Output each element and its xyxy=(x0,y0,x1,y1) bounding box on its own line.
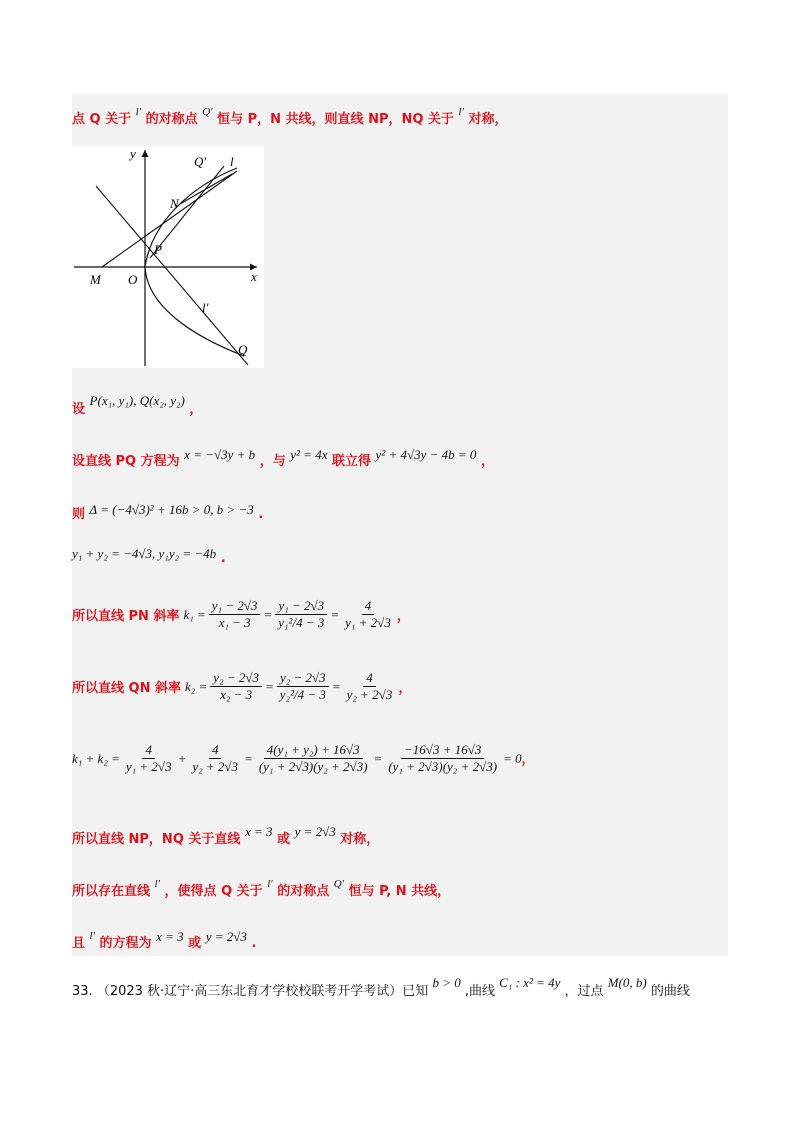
label-x: x xyxy=(251,269,257,284)
slope-pn-line: 所以直线 PN 斜率 k₁ = $\frac{\text{y₁ − 2√3}}{\text{x₁ − 3}}$ = $\frac{\text{y₁ − 2√3}}{\text{y₁²/4 − 3}}$ = $\frac{4}{\text{y₁ + 2√3}}$ ， xyxy=(72,598,410,630)
symmetry-line: 所以直线 NP，NQ 关于直线 x = 3 或 y = 2√3 对称， xyxy=(72,824,380,847)
fraction: $\frac{-16√3 + 16√3}{\text{(y₁ + 2√3)(y₂ + 2√3)}}$ xyxy=(388,742,498,774)
label-o: O xyxy=(128,272,138,287)
line-l xyxy=(180,174,232,204)
delta-line: 则 Δ = (−4√3)² + 16b > 0, b > −3 . xyxy=(72,502,264,522)
fraction: $\frac{\text{4(y₁ + y₂) + 16√3}}{\text{(y₁ + 2√3)(y₂ + 2√3)}}$ xyxy=(258,742,368,774)
label-l-prime: l′ xyxy=(202,300,209,315)
label-m: M xyxy=(90,272,101,287)
vieta-line: y₁ + y₂ = −4√3, y₁y₂ = −4b . xyxy=(72,546,226,566)
label-q: Q xyxy=(238,342,248,357)
label-q-prime: Q′ xyxy=(194,154,207,169)
fraction: $\frac{\text{y₁ − 2√3}}{\text{y₁²/4 − 3}}$ xyxy=(275,598,327,631)
slope-sum-line: k₁ + k₂ = $\frac{4}{\text{y₁ + 2√3}}$ + $\frac{4}{\text{y₂ + 2√3}}$ = $\frac{\text{4(y₁ + y₂) + 16√3}}{\text{(y₁ + 2√3)(y₂ + 2√3)}}$ = $\frac{-16√3 + 16√3}{\text{(y₁ + 2√3)(y₂ + 2√3)}}$ = 0 ， xyxy=(72,742,534,774)
label-y: y xyxy=(130,146,136,161)
label-p: P xyxy=(154,242,162,257)
label-n: N xyxy=(170,196,179,211)
line-mn xyxy=(102,171,237,267)
fraction: $\frac{\text{y₂ − 2√3}}{\text{x₂ − 3}}$ xyxy=(210,670,262,703)
fraction: $\frac{4}{\text{y₁ + 2√3}}$ xyxy=(345,598,391,630)
set-points-line: 设 P(x₁, y₁), Q(x₂, y₂) ， xyxy=(72,393,203,417)
solution-line-1: 点 Q 关于 $^{l'}$ 的对称点 $^{Q'}$ 恒与 P，N 共线，则直线 NP，NQ 关于 $^{l'}$ 对称， xyxy=(72,106,508,127)
fraction: $\frac{4}{\text{y₂ + 2√3}}$ xyxy=(192,742,239,774)
final-answer-line: 且 $^{l'}$ 的方程为 x = 3 或 y = 2√3 . xyxy=(72,929,257,951)
line-pq-equation: 设直线 PQ 方程为 x = −√3y + b ，与 y² = 4x 联立得 y² + 4√3y − 4b = 0 ， xyxy=(72,447,494,469)
fraction: $\frac{\text{y₁ − 2√3}}{\text{x₁ − 3}}$ xyxy=(209,598,261,631)
label-l: l xyxy=(230,154,234,169)
question-33: 33. （2023 秋·辽宁·高三东北育才学校校联考开学考试）已知 b > 0 ,曲线 C₁ : x² = 4y ，过点 M(0, b) 的曲线 xyxy=(72,975,690,999)
parabola-figure xyxy=(72,146,264,368)
slope-qn-line: 所以直线 QN 斜率 k₂ = $\frac{\text{y₂ − 2√3}}{\text{x₂ − 3}}$ = $\frac{\text{y₂ − 2√3}}{\text{y₂²/4 − 3}}$ = $\frac{4}{\text{y₂ + 2√3}}$ ， xyxy=(72,670,412,702)
fraction: $\frac{\text{y₂ − 2√3}}{\text{y₂²/4 − 3}}$ xyxy=(277,670,329,703)
fraction: $\frac{4}{\text{y₁ + 2√3}}$ xyxy=(125,742,172,774)
parabola-diagram xyxy=(72,146,264,368)
fraction: $\frac{4}{\text{y₂ + 2√3}}$ xyxy=(346,670,393,702)
existence-line: 所以存在直线 $^{l'}$ ，使得点 Q 关于 $^{l'}$ 的对称点 $^{Q'}$ 恒与 P, N 共线， xyxy=(72,878,451,899)
